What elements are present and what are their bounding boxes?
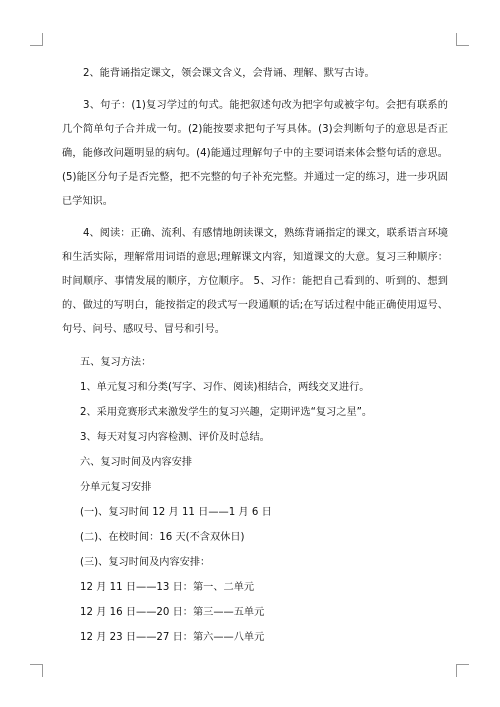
crop-mark-bottom-left xyxy=(30,664,43,677)
heading-review-methods: 五、复习方法： xyxy=(80,357,152,368)
schedule-content-heading: (三)、复习时间及内容安排： xyxy=(80,557,211,568)
paragraph-reading-writing: 4、阅读：正确、流利、有感情地朗读课文，熟练背诵指定的课文，联系语言环境和生活实际，理解常用词语的意思;理解课文内容，知道课文的大意。复习三种顺序：时间顺序、事情发展的顺序，方位顺序。 5、习作：能把自己看到的、听到的、想到的、做过的写明白，能按指定的段式写一段通顺的话;在写话过程中能正确使用逗号、句号、问号、感叹号、冒号和引号。 xyxy=(62,228,448,335)
crop-mark-top-left xyxy=(30,33,43,46)
subheading-unit-schedule: 分单元复习安排 xyxy=(80,482,152,493)
schedule-row-2: 12 月 16 日——20 日：第三——五单元 xyxy=(80,607,265,618)
method-item-3: 3、每天对复习内容检测、评价及时总结。 xyxy=(80,432,270,443)
paragraph-recitation: 2、能背诵指定课文，领会课文含义，会背诵、理解、默写古诗。 xyxy=(83,68,375,79)
schedule-row-3: 12 月 23 日——27 日：第六——八单元 xyxy=(80,632,265,643)
method-item-2: 2、采用竞赛形式来激发学生的复习兴趣，定期评选“复习之星”。 xyxy=(80,407,373,418)
schedule-review-period: (一)、复习时间 12 月 11 日——1 月 6 日 xyxy=(80,507,272,518)
crop-mark-bottom-right xyxy=(456,664,469,677)
paragraph-sentences: 3、句子：(1)复习学过的句式。能把叙述句改为把字句或被字句。会把有联系的几个简单句子合并成一句。(2)能按要求把句子写具体。(3)会判断句子的意思是否正确，能修改问题明显的病句。(4)能通过理解句子中的主要词语来体会整句话的意思。(5)能区分句子是否完整，把不完整的句子补充完整。并通过一定的练习，进一步巩固已学知识。 xyxy=(62,100,448,207)
crop-mark-top-right xyxy=(456,33,469,46)
heading-schedule: 六、复习时间及内容安排 xyxy=(80,457,193,468)
method-item-1: 1、单元复习和分类(写字、习作、阅读)相结合，两线交叉进行。 xyxy=(80,382,370,393)
schedule-row-1: 12 月 11 日——13 日：第一、二单元 xyxy=(80,582,255,593)
schedule-school-days: (二)、在校时间：16 天(不含双休日) xyxy=(80,532,245,543)
document-body xyxy=(62,62,448,650)
